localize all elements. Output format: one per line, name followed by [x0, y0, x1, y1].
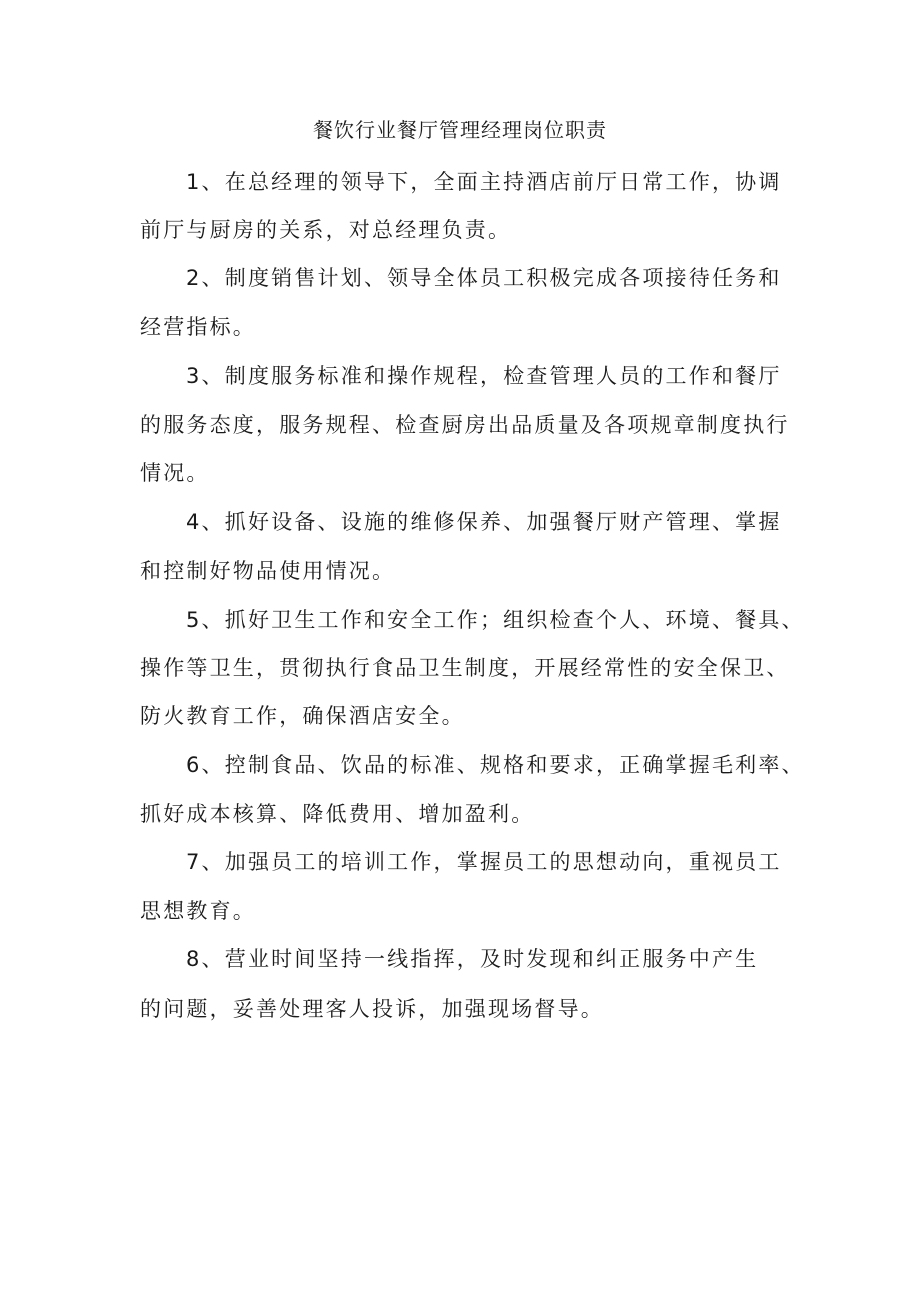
duty-8-line-2: 的问题，妥善处理客人投诉，加强现场督导。: [140, 997, 604, 1021]
duty-8-line-1: 8、营业时间坚持一线指挥，及时发现和纠正服务中产生: [186, 947, 759, 971]
duty-2-line-2: 经营指标。: [140, 315, 256, 339]
duty-6-line-2: 抓好成本核算、降低费用、增加盈利。: [140, 802, 535, 826]
duty-7-line-2: 思想教育。: [140, 899, 256, 923]
duty-5-line-1: 5、抓好卫生工作和安全工作；组织检查个人、环境、餐具、: [186, 608, 805, 632]
duty-3-line-2: 的服务态度，服务规程、检查厨房出品质量及各项规章制度执行: [140, 413, 790, 437]
duty-4-line-2: 和控制好物品使用情况。: [140, 559, 396, 583]
duty-1-line-1: 1、在总经理的领导下，全面主持酒店前厅日常工作，协调: [186, 170, 782, 194]
duty-7-line-1: 7、加强员工的培训工作，掌握员工的思想动向，重视员工: [186, 850, 782, 874]
duty-2-line-1: 2、制度销售计划、领导全体员工积极完成各项接待任务和: [186, 266, 782, 290]
document-title: 餐饮行业餐厅管理经理岗位职责: [313, 118, 607, 142]
duty-5-line-2: 操作等卫生，贯彻执行食品卫生制度，开展经常性的安全保卫、: [140, 656, 790, 680]
duty-4-line-1: 4、抓好设备、设施的维修保养、加强餐厅财产管理、掌握: [186, 510, 782, 534]
duty-3-line-1: 3、制度服务标准和操作规程，检查管理人员的工作和餐厅: [186, 364, 782, 388]
duty-6-line-1: 6、控制食品、饮品的标准、规格和要求，正确掌握毛利率、: [186, 753, 805, 777]
duty-3-line-3: 情况。: [140, 461, 210, 485]
duty-5-line-3: 防火教育工作，确保酒店安全。: [140, 704, 465, 728]
duty-1-line-2: 前厅与厨房的关系，对总经理负责。: [140, 218, 512, 242]
